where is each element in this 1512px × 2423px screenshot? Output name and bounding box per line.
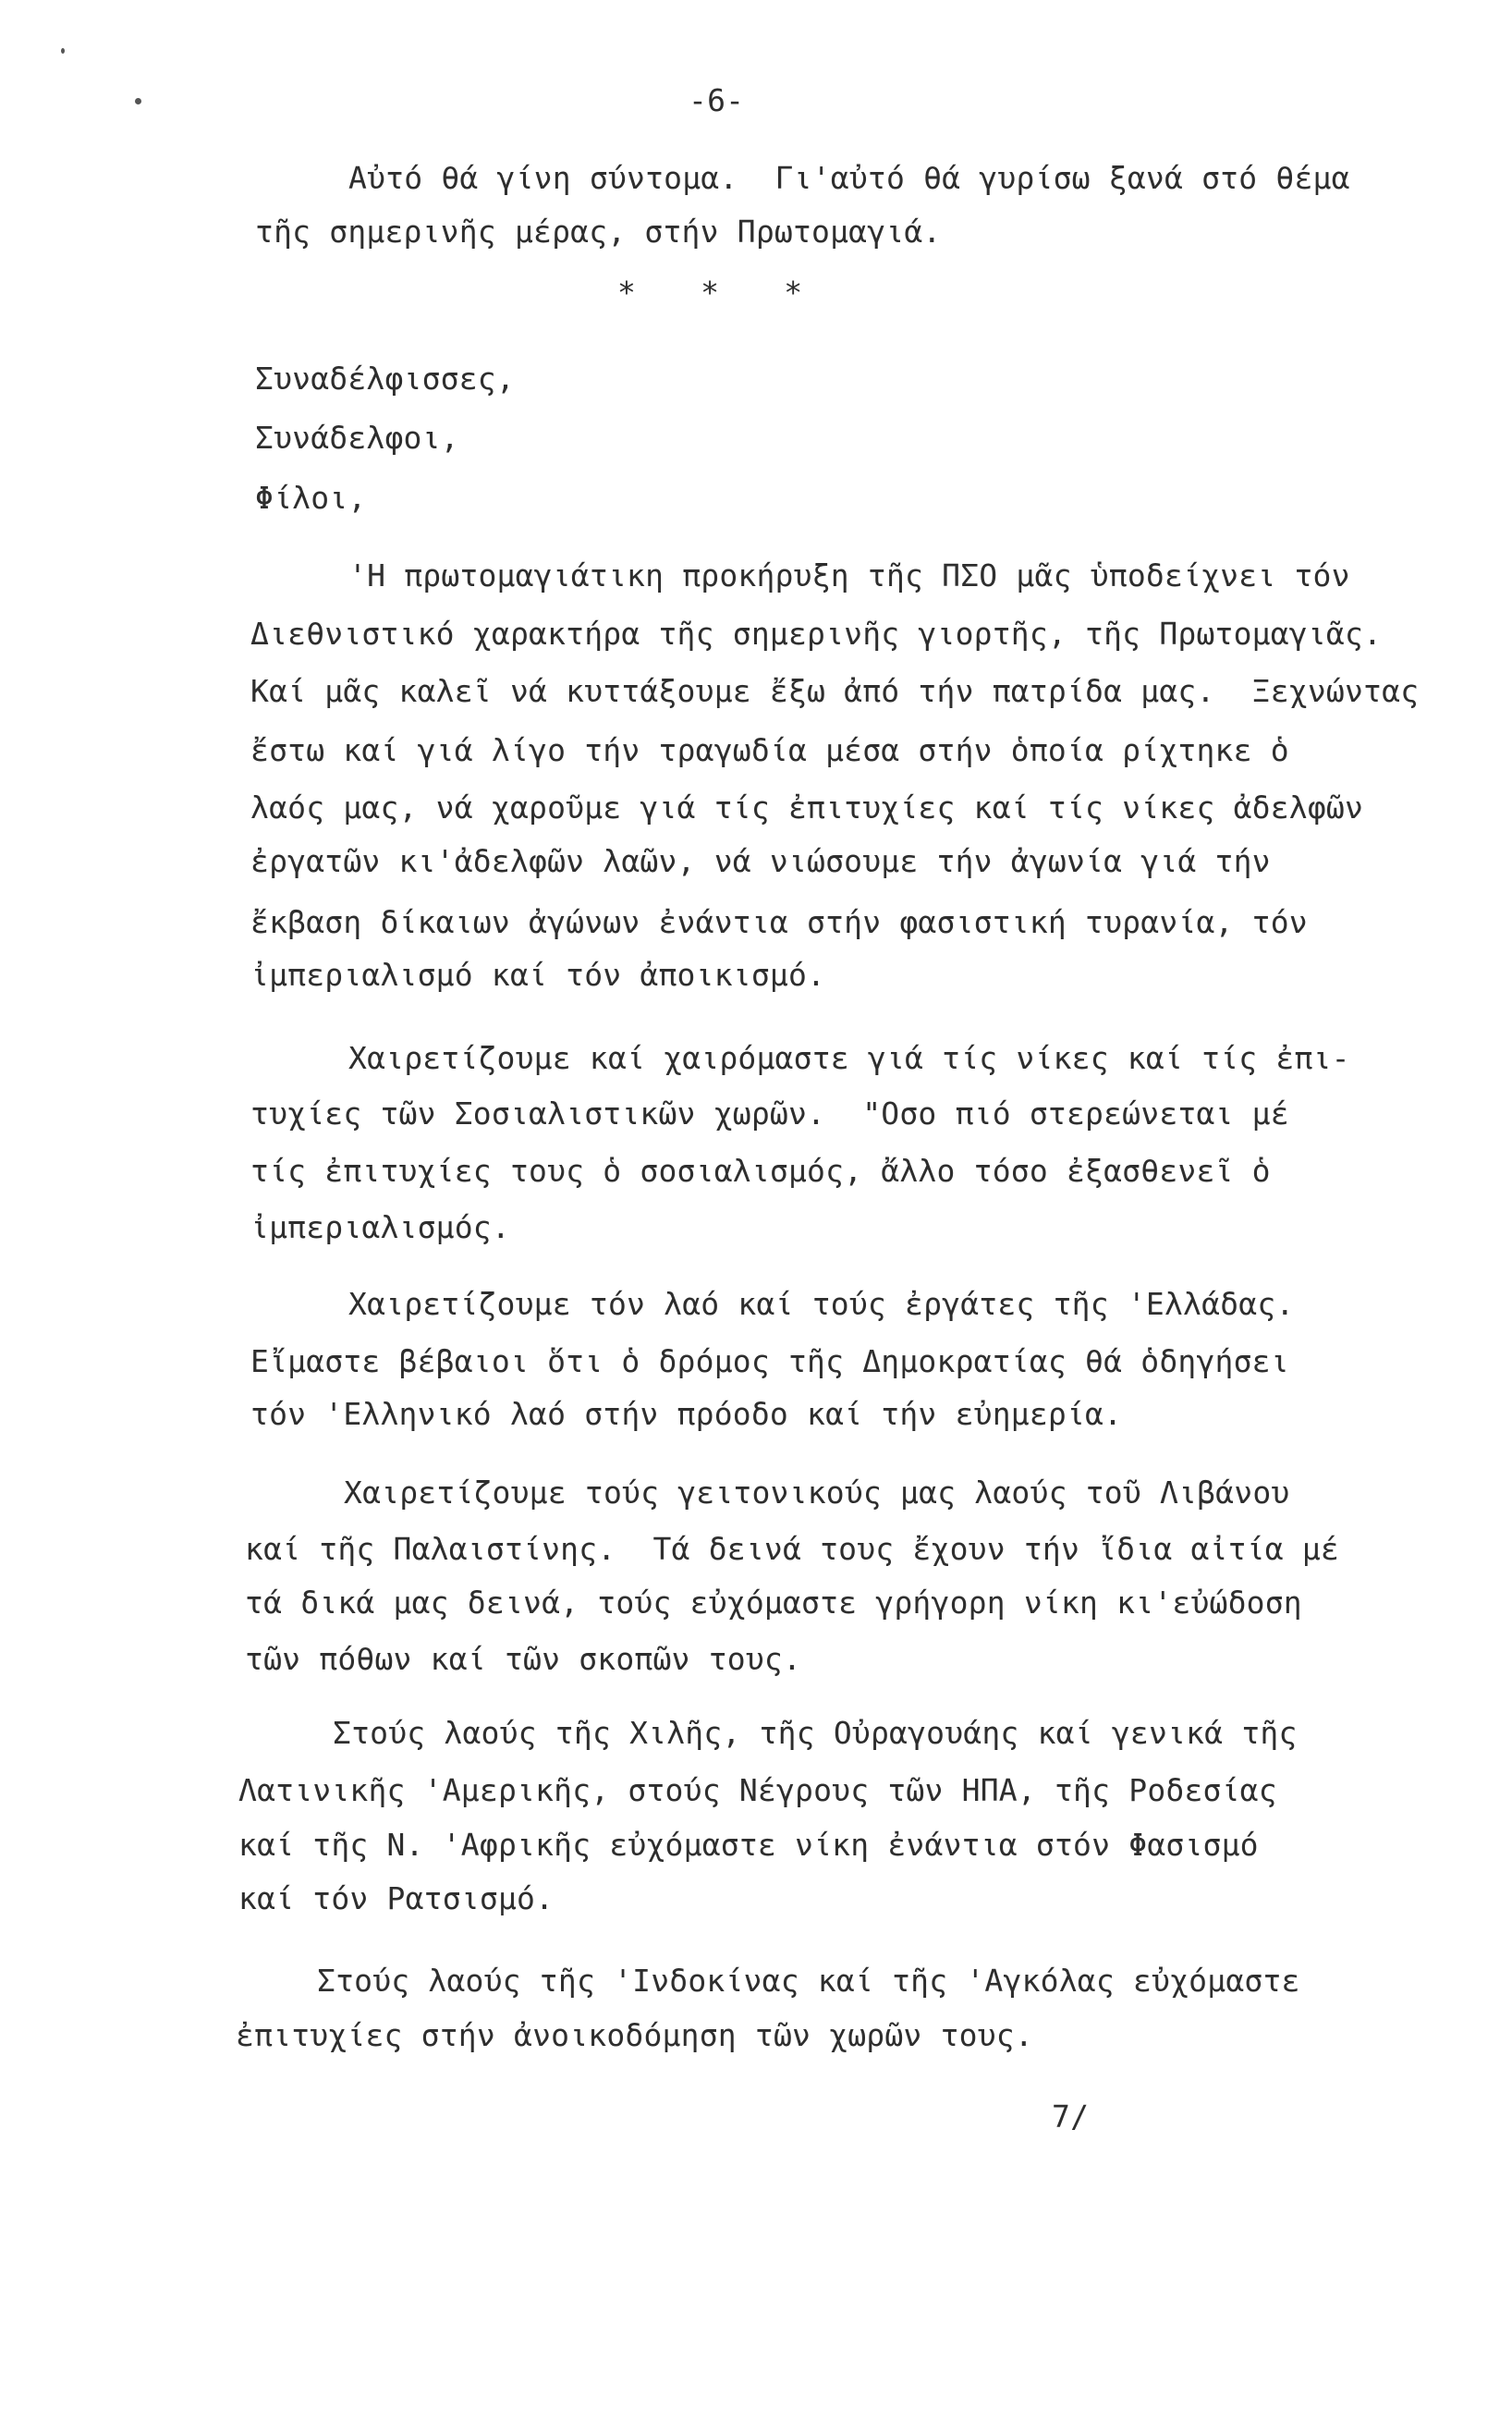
salutation: Συναδέλφισσες, — [255, 361, 515, 397]
paragraph-line: Στούς λαούς τῆς 'Ινδοκίνας καί τῆς 'Αγκόλας εὐχόμαστε — [317, 1963, 1300, 1999]
paragraph-line: Χαιρετίζουμε τόν λαό καί τούς ἐργάτες τῆς 'Ελλάδας. — [348, 1286, 1295, 1322]
paragraph-line: Λατινικῆς 'Αμερικῆς, στούς Νέγρους τῶν ΗΠΑ, τῆς Ροδεσίας — [238, 1772, 1277, 1808]
paragraph-line: λαός μας, νά χαροῦμε γιά τίς ἐπιτυχίες καί τίς νίκες ἀδελφῶν — [250, 789, 1364, 826]
intro-line: Αὐτό θά γίνη σύντομα. Γι'αὐτό θά γυρίσω ξανά στό θέμα — [348, 160, 1350, 196]
paragraph-line: καί τόν Ρατσισμό. — [238, 1880, 555, 1916]
intro-line: τῆς σημερινῆς μέρας, στήν Πρωτομαγιά. — [255, 214, 942, 250]
paragraph-line: τυχίες τῶν Σοσιαλιστικῶν χωρῶν. "Οσο πιό στερεώνεται μέ — [250, 1095, 1289, 1132]
paragraph-line: Καί μᾶς καλεῖ νά κυττάξουμε ἔξω ἀπό τήν πατρίδα μας. Ξεχνώντας — [250, 673, 1420, 709]
paragraph-line: καί τῆς Παλαιστίνης. Τά δεινά τους ἔχουν τήν ἴδια αἰτία μέ — [245, 1531, 1339, 1567]
paragraph-line: τῶν πόθων καί τῶν σκοπῶν τους. — [245, 1641, 802, 1677]
paragraph-line: Χαιρετίζουμε καί χαιρόμαστε γιά τίς νίκες καί τίς ἐπι- — [348, 1040, 1350, 1076]
paragraph-line: καί τῆς Ν. 'Αφρικῆς εὐχόμαστε νίκη ἐνάντια στόν Φασισμό — [238, 1827, 1259, 1863]
paragraph-line: ἐπιτυχίες στήν ἀνοικοδόμηση τῶν χωρῶν τους. — [236, 2017, 1033, 2053]
paragraph-line: Στούς λαούς τῆς Χιλῆς, τῆς Οὐραγουάης καί γενικά τῆς — [333, 1715, 1298, 1751]
scan-speck — [61, 48, 65, 54]
section-separator: * * * — [617, 275, 803, 311]
paragraph-line: Εἴμαστε βέβαιοι ὅτι ὁ δρόμος τῆς Δημοκρατίας θά ὁδηγήσει — [250, 1343, 1289, 1379]
paragraph-line: τόν 'Ελληνικό λαό στήν πρόοδο καί τήν εὐημερία. — [250, 1396, 1123, 1432]
scan-speck — [135, 98, 141, 104]
continuation-marker: 7/ — [1052, 2099, 1090, 2135]
paragraph-line: 'Η πρωτομαγιάτικη προκήρυξη τῆς ΠΣΟ μᾶς ὑποδείχνει τόν — [348, 557, 1350, 594]
paragraph-line: Διεθνιστικό χαρακτήρα τῆς σημερινῆς γιορτῆς, τῆς Πρωτομαγιᾶς. — [250, 616, 1383, 652]
salutation: Συνάδελφοι, — [255, 420, 459, 456]
paragraph-line: τίς ἐπιτυχίες τους ὁ σοσιαλισμός, ἄλλο τόσο ἐξασθενεῖ ὁ — [250, 1153, 1271, 1189]
paragraph-line: ἐργατῶν κι'ἀδελφῶν λαῶν, νά νιώσουμε τήν ἀγωνία γιά τήν — [250, 843, 1271, 879]
paragraph-line: τά δικά μας δεινά, τούς εὐχόμαστε γρήγορη νίκη κι'εὐώδοση — [245, 1585, 1302, 1621]
salutation: Φίλοι, — [255, 480, 367, 516]
paragraph-line: Χαιρετίζουμε τούς γειτονικούς μας λαούς τοῦ Λιβάνου — [344, 1475, 1290, 1511]
paragraph-line: ἰμπεριαλισμό καί τόν ἀποικισμό. — [250, 957, 826, 993]
paragraph-line: ἰμπεριαλισμός. — [250, 1209, 510, 1245]
page-number: -6- — [689, 82, 745, 118]
paragraph-line: ἔστω καί γιά λίγο τήν τραγωδία μέσα στήν ὁποία ρίχτηκε ὁ — [250, 732, 1289, 768]
paragraph-line: ἔκβαση δίκαιων ἀγώνων ἐνάντια στήν φασιστική τυρανία, τόν — [250, 904, 1308, 940]
